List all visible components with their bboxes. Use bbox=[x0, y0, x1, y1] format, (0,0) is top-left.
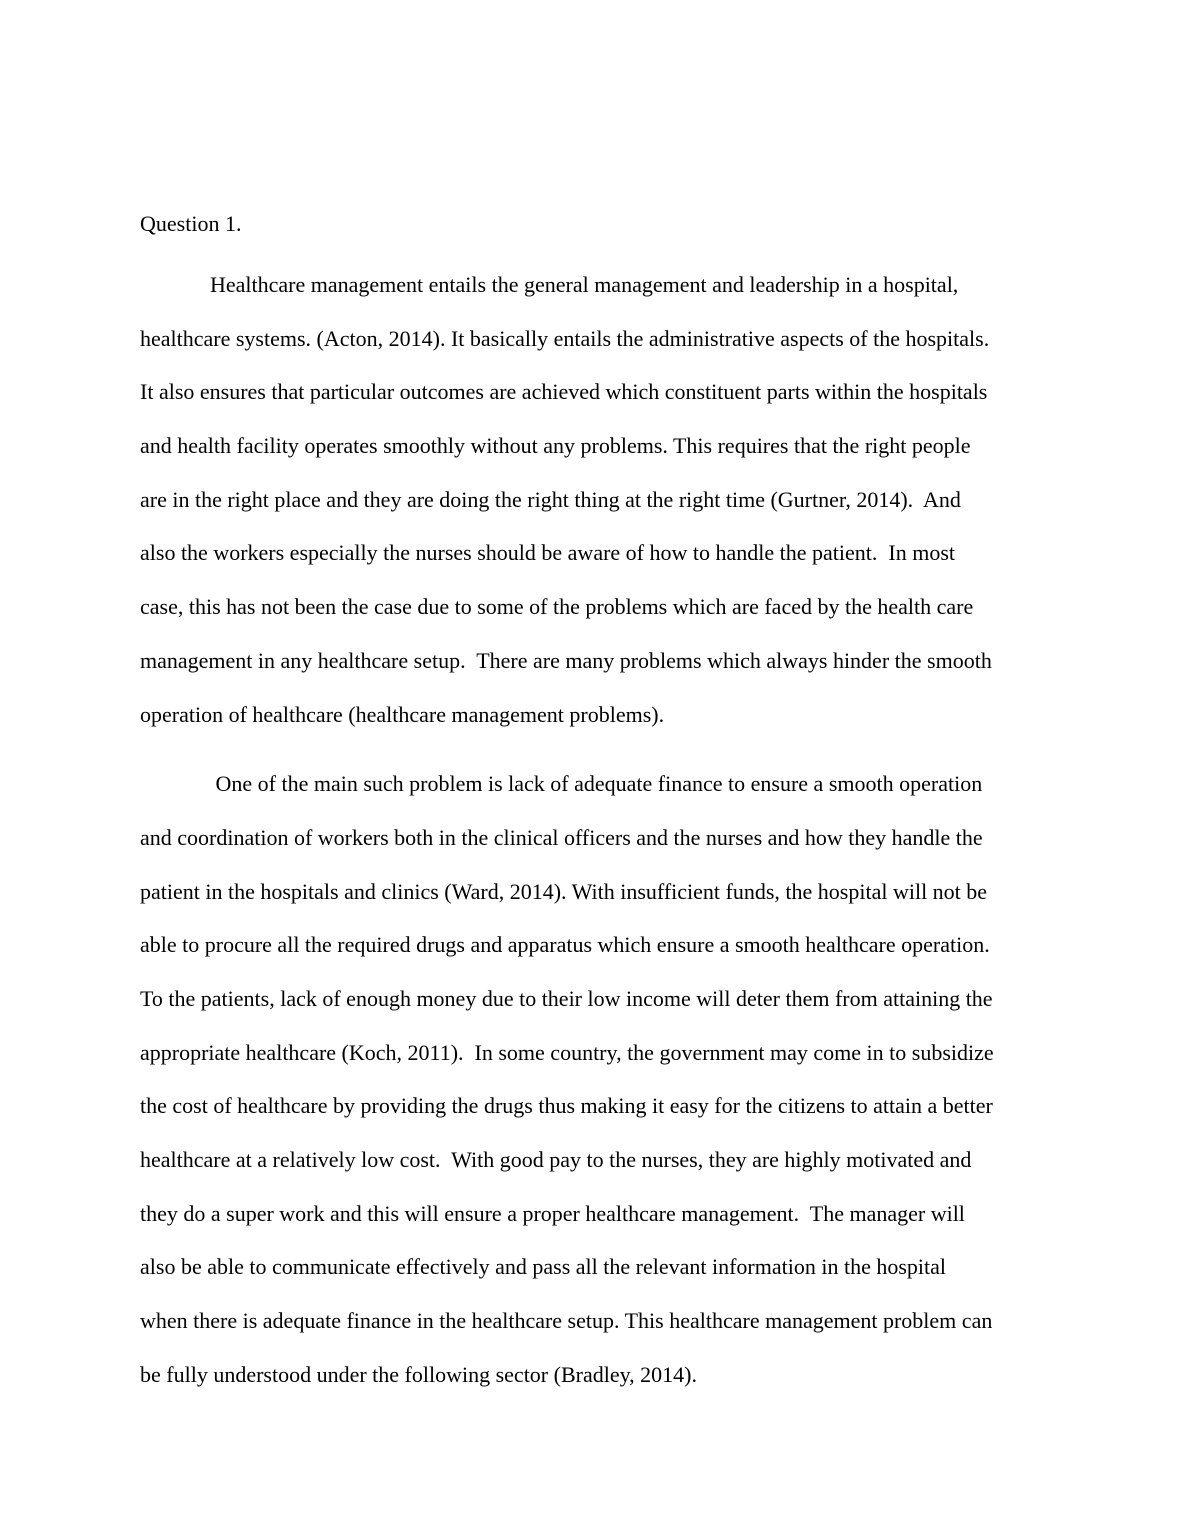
paragraph-line: operation of healthcare (healthcare management problems). bbox=[140, 701, 665, 727]
paragraph-line: healthcare at a relatively low cost. With good pay to the nurses, they are highly motivated and bbox=[140, 1147, 972, 1172]
paragraph-1 bbox=[140, 258, 1052, 741]
paragraph-spacer bbox=[140, 741, 1052, 757]
paragraph-line: management in any healthcare setup. There are many problems which always hinder the smooth bbox=[140, 647, 992, 673]
paragraph-line: and coordination of workers both in the clinical officers and the nurses and how they handle the bbox=[140, 824, 983, 850]
paragraph-line: To the patients, lack of enough money due to their low income will deter them from attaining the bbox=[140, 985, 993, 1011]
paragraph-line: healthcare systems. (Acton, 2014). It basically entails the administrative aspects of the hospitals. bbox=[140, 325, 990, 351]
paragraph-line: also be able to communicate effectively and pass all the relevant information in the hospital bbox=[140, 1254, 946, 1280]
paragraph-line: also the workers especially the nurses should be aware of how to handle the patient. In most bbox=[140, 540, 955, 566]
paragraph-line: patient in the hospitals and clinics (Ward, 2014). With insufficient funds, the hospital will not be bbox=[140, 878, 988, 904]
document-body bbox=[140, 205, 1052, 1401]
question-heading: Question 1. bbox=[140, 211, 242, 236]
paragraph-line: the cost of healthcare by providing the drugs thus making it easy for the citizens to attain a better bbox=[140, 1093, 993, 1119]
paragraph-line: able to procure all the required drugs and apparatus which ensure a smooth healthcare operation. bbox=[140, 932, 990, 958]
paragraph-line: case, this has not been the case due to some of the problems which are faced by the health care bbox=[140, 594, 974, 620]
paragraph-line: be fully understood under the following sector (Bradley, 2014). bbox=[140, 1361, 697, 1387]
paragraph-line: It also ensures that particular outcomes are achieved which constituent parts within the hospitals bbox=[140, 379, 988, 405]
paragraph-2 bbox=[140, 757, 1052, 1401]
paragraph-line: Healthcare management entails the general management and leadership in a hospital, bbox=[210, 272, 959, 297]
paragraph-line: when there is adequate finance in the healthcare setup. This healthcare management problem can bbox=[140, 1308, 993, 1334]
paragraph-line: are in the right place and they are doing the right thing at the right time (Gurtner, 2014). And bbox=[140, 486, 961, 512]
paragraph-line: One of the main such problem is lack of adequate finance to ensure a smooth operation bbox=[210, 771, 983, 797]
paragraph-line: they do a super work and this will ensure a proper healthcare management. The manager will bbox=[140, 1200, 965, 1226]
paragraph-line: and health facility operates smoothly without any problems. This requires that the right people bbox=[140, 433, 971, 459]
paragraph-line: appropriate healthcare (Koch, 2011). In some country, the government may come in to subsidize bbox=[140, 1039, 994, 1065]
